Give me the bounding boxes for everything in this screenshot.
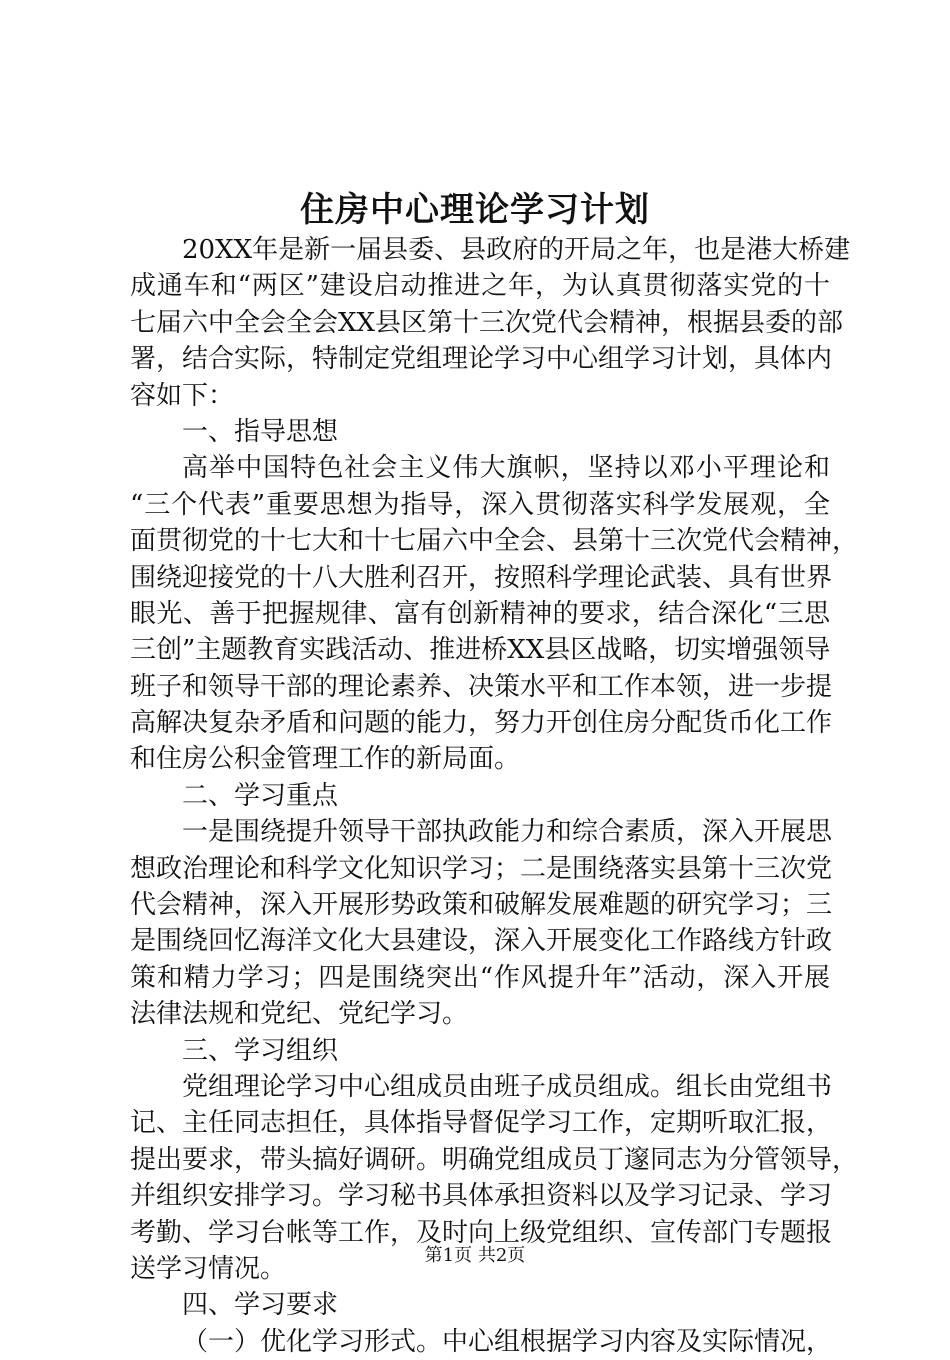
text-line: 七届六中全会全会XX县区第十三次党代会精神，根据县委的部 [130,307,844,338]
text-line: 是围绕回忆海洋文化大县建设，深入开展变化工作路线方针政 [130,926,833,957]
section-heading-guiding-thought: 一、指导思想 [182,416,339,447]
text-line: 容如下： [130,380,235,411]
section-heading-study-focus: 二、学习重点 [182,780,339,811]
text-line: 署，结合实际，特制定党组理论学习中心组学习计划，具体内 [130,344,833,375]
document-title: 住房中心理论学习计划 [300,190,650,230]
text-line: 送学习情况。 [130,1253,287,1284]
text-line: （一）优化学习形式。中心组根据学习内容及实际情况， [182,1326,833,1357]
section-heading-study-organization: 三、学习组织 [182,1035,339,1066]
document-body [130,232,859,1360]
study-requirements-paragraph [130,1324,833,1360]
text-line: 提出要求，带头搞好调研。明确党组成员丁邃同志为分管领导， [130,1144,859,1175]
section-heading-study-requirements: 四、学习要求 [182,1290,339,1321]
intro-paragraph [130,232,851,414]
text-line: 20XX年是新一届县委、县政府的开局之年，也是港大桥建 [182,235,851,265]
text-line: 眼光、善于把握规律、富有创新精神的要求，结合深化“三思 [130,598,830,629]
text-line: 面贯彻党的十七大和十七届六中全会、县第十三次党代会精神， [130,526,859,557]
text-line: 法律法规和党纪、党纪学习。 [130,999,469,1030]
text-line: 和住房公积金管理工作的新局面。 [130,744,521,775]
text-line: 班子和领导干部的理论素养、决策水平和工作本领，进一步提 [130,671,833,702]
text-line: 高举中国特色社会主义伟大旗帜，坚持以邓小平理论和 [182,453,830,484]
text-line: 三创”主题教育实践活动、推进桥XX县区战略，切实增强领导 [130,635,831,666]
text-line: 策和精力学习；四是围绕突出“作风提升年”活动，深入开展 [130,962,830,993]
text-line: 代会精神，深入开展形势政策和破解发展难题的研究学习；三 [130,890,833,921]
text-line: 考勤、学习台帐等工作，及时向上级党组织、宣传部门专题报 [130,1217,833,1248]
text-line: “三个代表”重要思想为指导，深入贯彻落实科学发展观，全 [130,489,830,520]
text-line: 一是围绕提升领导干部执政能力和综合素质，深入开展思 [182,817,833,848]
text-line: 并组织安排学习。学习秘书具体承担资料以及学习记录、学习 [130,1181,833,1212]
guiding-thought-paragraph [130,450,859,778]
text-line: 成通车和“两区”建设启动推进之年，为认真贯彻落实党的十 [130,271,830,302]
text-line: 高解决复杂矛盾和问题的能力，努力开创住房分配货币化工作 [130,708,833,739]
text-line: 想政治理论和科学文化知识学习；二是围绕落实县第十三次党 [130,853,833,884]
text-line: 党组理论学习中心组成员由班子成员组成。组长由党组书 [182,1071,833,1102]
page-number-footer: 第1页 共2页 [424,1245,526,1266]
study-focus-paragraph [130,814,833,1032]
text-line: 围绕迎接党的十八大胜利召开，按照科学理论武装、具有世界 [130,562,833,593]
text-line: 记、主任同志担任，具体指导督促学习工作，定期听取汇报， [130,1108,833,1139]
